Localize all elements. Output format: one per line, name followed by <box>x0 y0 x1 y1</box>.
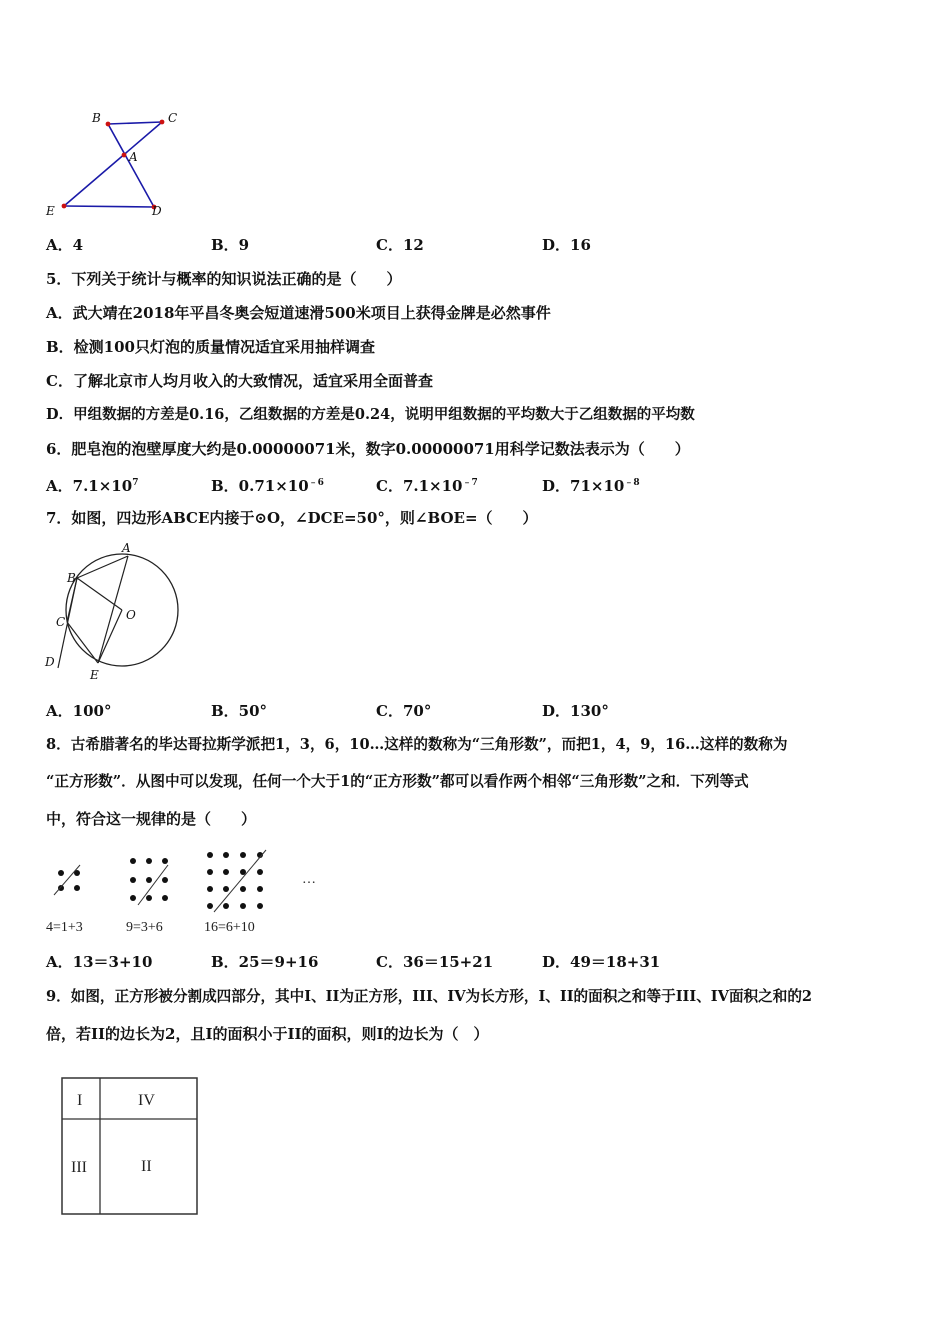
q6-option-b-base: B．0.71×10 <box>211 477 309 495</box>
q6-option-a[interactable] <box>46 473 138 496</box>
point-label-d: D <box>152 204 162 218</box>
q7-label-e: E <box>90 668 99 682</box>
q6-option-c-exp: ﹣7 <box>462 478 478 488</box>
q7-option-c[interactable]: C．70° <box>376 702 432 720</box>
q9-stem-line-1: 9．如图，正方形被分割成四部分，其中I、II为正方形，III、IV为长方形，I、II的面积之和等于III、IV面积之和的2 <box>46 988 813 1005</box>
point-label-b: B <box>92 111 101 125</box>
q7-label-a: A <box>122 541 131 555</box>
q8-dot-figures <box>40 845 340 940</box>
q6-option-d-base: D．71×10 <box>542 477 625 495</box>
q8-caption-1: 4=1+3 <box>46 920 83 935</box>
q6-stem: 6．肥皂泡的泡壁厚度大约是0.00000071米，数字0.00000071用科学记数法表示为（ ） <box>46 440 690 458</box>
q8-option-a[interactable]: A．13＝3+10 <box>46 953 153 971</box>
q9-square-figure <box>58 1074 203 1219</box>
q6-option-c-base: C．7.1×10 <box>376 477 463 495</box>
q8-stem-line-1: 8．古希腊著名的毕达哥拉斯学派把1，3，6，10…这样的数称为“三角形数”，而把1，4，9，16…这样的数称为 <box>46 736 788 753</box>
q7-option-b[interactable]: B．50° <box>211 702 268 720</box>
q7-label-c: C <box>56 615 66 629</box>
q8-ellipsis: … <box>302 872 316 887</box>
q8-option-b[interactable]: B．25＝9+16 <box>211 953 319 971</box>
q5-option-c[interactable]: C．了解北京市人均月收入的大致情况，适宜采用全面普查 <box>46 372 433 390</box>
q7-circle-figure <box>40 540 190 685</box>
dots-2x2 <box>54 865 80 895</box>
q8-caption-2: 9=3+6 <box>126 920 163 935</box>
q5-option-a[interactable]: A．武大靖在2018年平昌冬奥会短道速滑500米项目上获得金牌是必然事件 <box>46 304 551 322</box>
q8-caption-3: 16=6+10 <box>204 920 255 935</box>
q6-option-a-exp: 7 <box>132 478 139 488</box>
q4-option-a[interactable]: A．4 <box>46 236 84 254</box>
q7-label-b: B <box>67 571 76 585</box>
dots-3x3 <box>130 858 168 905</box>
q7-stem: 7．如图，四边形ABCE内接于⊙O，∠DCE=50°，则∠BOE=（ ） <box>46 509 538 527</box>
point-label-e: E <box>46 204 55 218</box>
q9-stem-line-2: 倍，若II的边长为2，且I的面积小于II的面积，则I的边长为（ ） <box>46 1025 489 1043</box>
q6-option-b-exp: ﹣6 <box>308 478 324 488</box>
q6-option-a-base: A．7.1×10 <box>46 477 133 495</box>
q5-option-d[interactable]: D．甲组数据的方差是0.16，乙组数据的方差是0.24，说明甲组数据的平均数大于乙组数据的平均数 <box>46 406 695 423</box>
q5-stem: 5．下列关于统计与概率的知识说法正确的是（ ） <box>46 270 402 288</box>
q6-option-b[interactable] <box>211 473 324 496</box>
dots-4x4 <box>207 850 266 912</box>
q8-option-c[interactable]: C．36＝15+21 <box>376 953 494 971</box>
q7-label-o: O <box>126 608 136 622</box>
region-ii-label: II <box>141 1158 152 1175</box>
q7-option-d[interactable]: D．130° <box>542 702 609 720</box>
q5-option-b[interactable]: B．检测100只灯泡的质量情况适宜采用抽样调查 <box>46 338 375 356</box>
point-label-a: A <box>129 150 138 164</box>
q7-label-d: D <box>45 655 55 669</box>
q7-option-a[interactable]: A．100° <box>46 702 112 720</box>
q8-stem-line-2: “正方形数”．从图中可以发现，任何一个大于1的“正方形数”都可以看作两个相邻“三角形数”之和．下列等式 <box>46 773 749 790</box>
q8-option-d[interactable]: D．49＝18+31 <box>542 953 661 971</box>
region-i-label: I <box>77 1092 83 1109</box>
q8-stem-line-3: 中，符合这一规律的是（ ） <box>46 810 257 828</box>
q4-option-b[interactable]: B．9 <box>211 236 250 254</box>
q6-option-d[interactable] <box>542 473 640 496</box>
q4-option-d[interactable]: D．16 <box>542 236 591 254</box>
q4-option-c[interactable]: C．12 <box>376 236 424 254</box>
q6-option-c[interactable] <box>376 473 478 496</box>
region-iv-label: IV <box>138 1092 155 1109</box>
region-iii-label: III <box>71 1159 87 1176</box>
q6-option-d-exp: ﹣8 <box>624 478 640 488</box>
point-label-c: C <box>168 111 178 125</box>
q4-figure <box>40 108 200 223</box>
